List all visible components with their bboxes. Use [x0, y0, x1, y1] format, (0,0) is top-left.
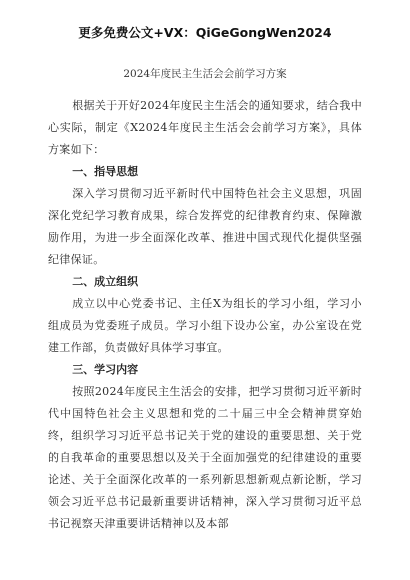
document-title: 2024年度民主生活会会前学习方案 [123, 68, 287, 80]
section-heading-study-content: 三、学习内容 [72, 363, 139, 376]
intro-paragraph: 根据关于开好2024年度民主生活会的通知要求，结合我中心实际，制定《X2024年度民主生活会会前学习方案》，具体方案如下： [48, 99, 362, 156]
section-heading-organization: 二、成立组织 [72, 275, 139, 288]
promo-header: 更多免费公文+VX：QiGeGongWen2024 [78, 25, 332, 40]
section-heading-guiding-ideology: 一、指导思想 [72, 165, 139, 178]
section-paragraph-study-content: 按照2024年度民主生活会的安排，把学习贯彻习近平新时代中国特色社会主义思想和党的二十届三中全会精神贯穿始终，组织学习习近平总书记关于党的建设的重要思想、关于党的自我革命的重要思想以及关于全面加强党的纪律建设的重要论述、关于全面深化改革的一系列新思想新观点新论断，学习领会习近平总书记最新重要讲话精神，深入学习贯彻习近平总书记视察天津重要讲话精神以及本部 [48, 385, 362, 530]
section-paragraph-guiding-ideology: 深入学习贯彻习近平新时代中国特色社会主义思想，巩固深化党纪学习教育成果，综合发挥党的纪律教育约束、保障激励作用，为进一步全面深化改革、推进中国式现代化提供坚强纪律保证。 [48, 187, 362, 266]
document-body [48, 95, 362, 535]
section-paragraph-organization: 成立以中心党委书记、主任X为组长的学习小组，学习小组成员为党委班子成员。学习小组下设办公室，办公室设在党建工作部，负责做好具体学习事宜。 [48, 297, 362, 354]
